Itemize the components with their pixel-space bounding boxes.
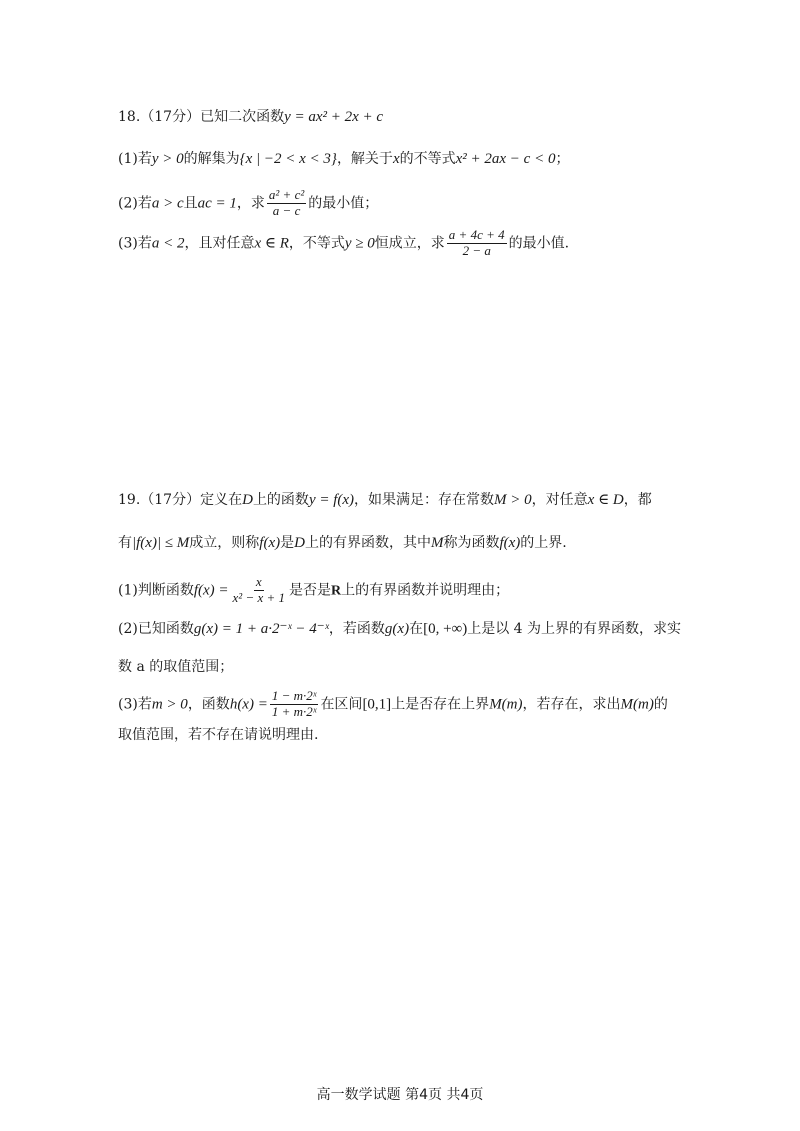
q18-part1 [118,152,569,167]
text: ，若函数 [328,621,385,637]
math: [0, +∞) [423,621,468,637]
text: ，不等式 [288,235,345,252]
text: 上的有界函数并说明理由； [341,582,510,599]
numerator: 1 − m·2ˣ [271,688,317,703]
text: 是否是 [289,582,332,599]
math: g(x) [384,621,410,637]
text: 的上界. [520,535,567,551]
page-footer: 高一数学试题 第4页 共4页 [316,1087,484,1103]
text: ； [555,151,570,167]
math: x ∈ R [254,235,289,252]
text: 的最小值. [508,235,570,252]
text: ，如果满足：存在常数 [354,492,495,508]
fraction [231,575,287,606]
text: 的解集为 [183,151,240,167]
text: 取值范围，若不存在请说明理由. [118,727,319,743]
numerator: a + 4c + 4 [448,227,505,242]
text: ，对任意 [531,492,588,508]
q18-part2 [118,188,378,219]
text: 上是否存在上界 [391,696,490,713]
numerator: a² + c² [268,187,305,202]
q19-part1 [118,575,509,606]
math: ac = 1 [197,195,237,212]
math: f(x) = [193,582,229,599]
text: 上是以 4 为上界的有界函数，求实 [467,621,682,637]
math: D [294,535,305,551]
math: M [430,535,444,551]
fraction [267,188,306,219]
text: 成立，则称 [189,535,260,551]
text: ，若存在，求出 [522,696,621,713]
math: y > 0 [151,151,184,167]
math: M(m) [620,696,654,713]
text: ，都 [623,492,652,508]
math-bold: R [331,583,342,599]
math: x² + 2ax − c < 0 [455,151,556,167]
text: ，求 [236,195,265,212]
math: m > 0 [151,696,188,713]
q19-part3 [118,689,668,720]
text: ，解关于 [336,151,393,167]
math: f(x) [259,535,281,551]
text: 有 [118,535,132,551]
math: y = f(x) [308,492,355,508]
math: x ∈ D [587,492,624,508]
q19-part2-cont [118,660,233,674]
text: 数 a 的取值范围； [118,659,234,675]
math: g(x) = 1 + a·2⁻ˣ − 4⁻ˣ [193,621,329,637]
text: 19.（17分）定义在 [118,492,243,508]
text: 的最小值； [308,195,379,212]
text: (2)已知函数 [118,621,194,637]
q19-part3-cont [118,728,318,742]
math: M(m) [489,696,523,713]
q18-header [118,110,383,125]
q19-part2 [118,622,681,637]
q18-function: y = ax² + 2x + c [284,109,384,125]
math: f(x) [499,535,521,551]
text: 的 [653,696,668,713]
numerator: x [255,574,262,589]
math: a < 2 [151,235,185,252]
text: 的不等式 [399,151,456,167]
text: ，函数 [187,696,230,713]
math: M > 0 [494,492,532,508]
text: (1)判断函数 [118,582,194,599]
math: x [392,151,400,167]
q18-part3 [118,228,569,259]
text: 是 [280,535,295,551]
q18-header-text: 18.（17分）已知二次函数 [118,109,285,125]
text: 且 [183,195,198,212]
fraction [270,689,319,720]
denominator: x² − x + 1 [232,589,286,605]
text: (1)若 [118,151,152,167]
denominator: 1 + m·2ˣ [271,703,317,719]
denominator: 2 − a [462,242,491,258]
text: 在区间 [320,696,363,713]
text: 上的函数 [252,492,309,508]
math: D [242,492,253,508]
math: |f(x)| ≤ M [132,535,190,551]
text: 在 [409,621,424,637]
q19-line2 [118,536,567,551]
text: 恒成立，求 [374,235,445,252]
text: (2)若 [118,195,152,212]
text: (3)若 [118,235,152,252]
math: h(x) = [229,696,268,713]
denominator: a − c [272,202,301,218]
math: a > c [151,195,184,212]
math: [0,1] [362,696,392,713]
q19-line1 [118,493,652,508]
text: ，且对任意 [184,235,255,252]
text: (3)若 [118,696,152,713]
fraction [447,228,507,259]
text: 上的有界函数，其中 [304,535,431,551]
math: y ≥ 0 [344,235,375,252]
math-set: {x | −2 < x < 3} [239,151,337,167]
text: 称为函数 [443,535,500,551]
